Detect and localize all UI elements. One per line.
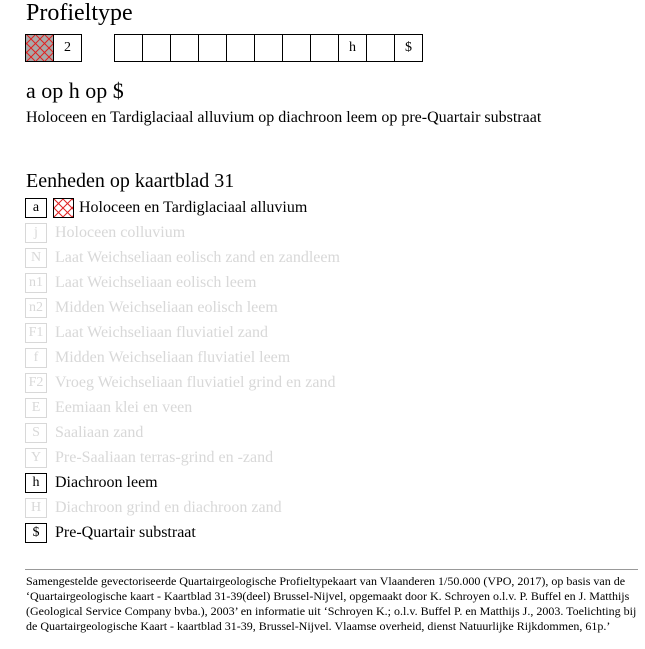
alluvium-hatch-swatch: [26, 35, 53, 61]
unit-code: j: [25, 223, 47, 243]
unit-code: N: [25, 248, 47, 268]
unit-label: Midden Weichseliaan fluviatiel leem: [55, 348, 291, 366]
unit-code: F2: [25, 373, 47, 393]
page-title: Profieltype: [26, 0, 133, 26]
unit-code: F1: [25, 323, 47, 343]
unit-label: Pre-Saaliaan terras-grind en -zand: [55, 448, 274, 466]
profile-cell: [142, 34, 171, 62]
unit-code: Y: [25, 448, 47, 468]
profile-cell: [53, 34, 82, 62]
unit-label: Pre-Quartair substraat: [55, 523, 196, 541]
units-legend: [25, 195, 340, 545]
footer-divider: [25, 569, 638, 570]
unit-label: Diachroon leem: [55, 473, 158, 491]
unit-label: Diachroon grind en diachroon zand: [55, 498, 282, 516]
profile-cell: [394, 34, 423, 62]
unit-label: Midden Weichseliaan eolisch leem: [55, 298, 278, 316]
legend-item: [25, 420, 340, 445]
legend-item: [25, 470, 340, 495]
legend-item: [25, 245, 340, 270]
legend-item: [25, 445, 340, 470]
legend-item: [25, 495, 340, 520]
profile-formula: a op h op $: [26, 78, 124, 103]
profile-cell: [25, 34, 54, 62]
profile-cell: [282, 34, 311, 62]
unit-label: Laat Weichseliaan eolisch leem: [55, 273, 257, 291]
unit-code: f: [25, 348, 47, 368]
unit-code: n1: [25, 273, 47, 293]
unit-label: Holoceen colluvium: [55, 223, 186, 241]
unit-code: E: [25, 398, 47, 418]
source-footnote: Samengestelde gevectoriseerde Quartairgeologische Profieltypekaart van Vlaanderen 1/50.000 (VPO, 2017), op basis van de ‘Quartairgeologische kaart - Kaartblad 31-39(deel) Brussel-Nijvel, opgemaakt door K. Schroyen o.l.v. P. Buffel en J. Matthijs (Geological Service Company bvba.), 2003’ en informatie uit ‘Schroyen K.; o.l.v. Buffel P. en Matthijs J., 2003. Toelichting bij de Quartairgeologische Kaart - kaartblad 31-39, Brussel-Nijvel. Vlaamse overheid, dienst Natuurlijke Rijkdommen, 61p.’: [26, 574, 637, 633]
unit-code: S: [25, 423, 47, 443]
legend-item: [25, 520, 340, 545]
legend-item: [25, 270, 340, 295]
unit-code: H: [25, 498, 47, 518]
profile-left-cells: [25, 34, 82, 62]
profile-cell: [226, 34, 255, 62]
profile-cell: [114, 34, 143, 62]
legend-item: [25, 295, 340, 320]
legend-item: [25, 370, 340, 395]
unit-label: Eemiaan klei en veen: [55, 398, 193, 416]
profile-cell: [310, 34, 339, 62]
unit-label: Saaliaan zand: [55, 423, 144, 441]
profile-cell: [366, 34, 395, 62]
legend-item: [25, 345, 340, 370]
unit-label: Laat Weichseliaan eolisch zand en zandleem: [55, 248, 340, 266]
unit-label: Holoceen en Tardiglaciaal alluvium: [79, 198, 308, 216]
legend-item: [25, 195, 340, 220]
unit-code: a: [25, 198, 47, 218]
unit-swatch: [53, 198, 74, 218]
profile-cell: [198, 34, 227, 62]
alluvium-hatch-swatch: [54, 199, 73, 217]
unit-label: Laat Weichseliaan fluviatiel zand: [55, 323, 268, 341]
units-heading: Eenheden op kaartblad 31: [26, 170, 235, 192]
legend-item: [25, 220, 340, 245]
profile-right-cells: [114, 34, 423, 62]
legend-item: [25, 395, 340, 420]
unit-code: n2: [25, 298, 47, 318]
unit-code: $: [25, 523, 47, 543]
profile-cell-text: h: [349, 40, 356, 55]
profile-cell: [170, 34, 199, 62]
profile-cell-text: $: [405, 40, 412, 55]
profile-cell: [338, 34, 367, 62]
legend-item: [25, 320, 340, 345]
profile-cell-text: 2: [64, 40, 71, 55]
unit-label: Vroeg Weichseliaan fluviatiel grind en zand: [55, 373, 336, 391]
unit-code: h: [25, 473, 47, 493]
profile-cell: [254, 34, 283, 62]
profile-description: Holoceen en Tardiglaciaal alluvium op diachroon leem op pre-Quartair substraat: [26, 109, 542, 126]
